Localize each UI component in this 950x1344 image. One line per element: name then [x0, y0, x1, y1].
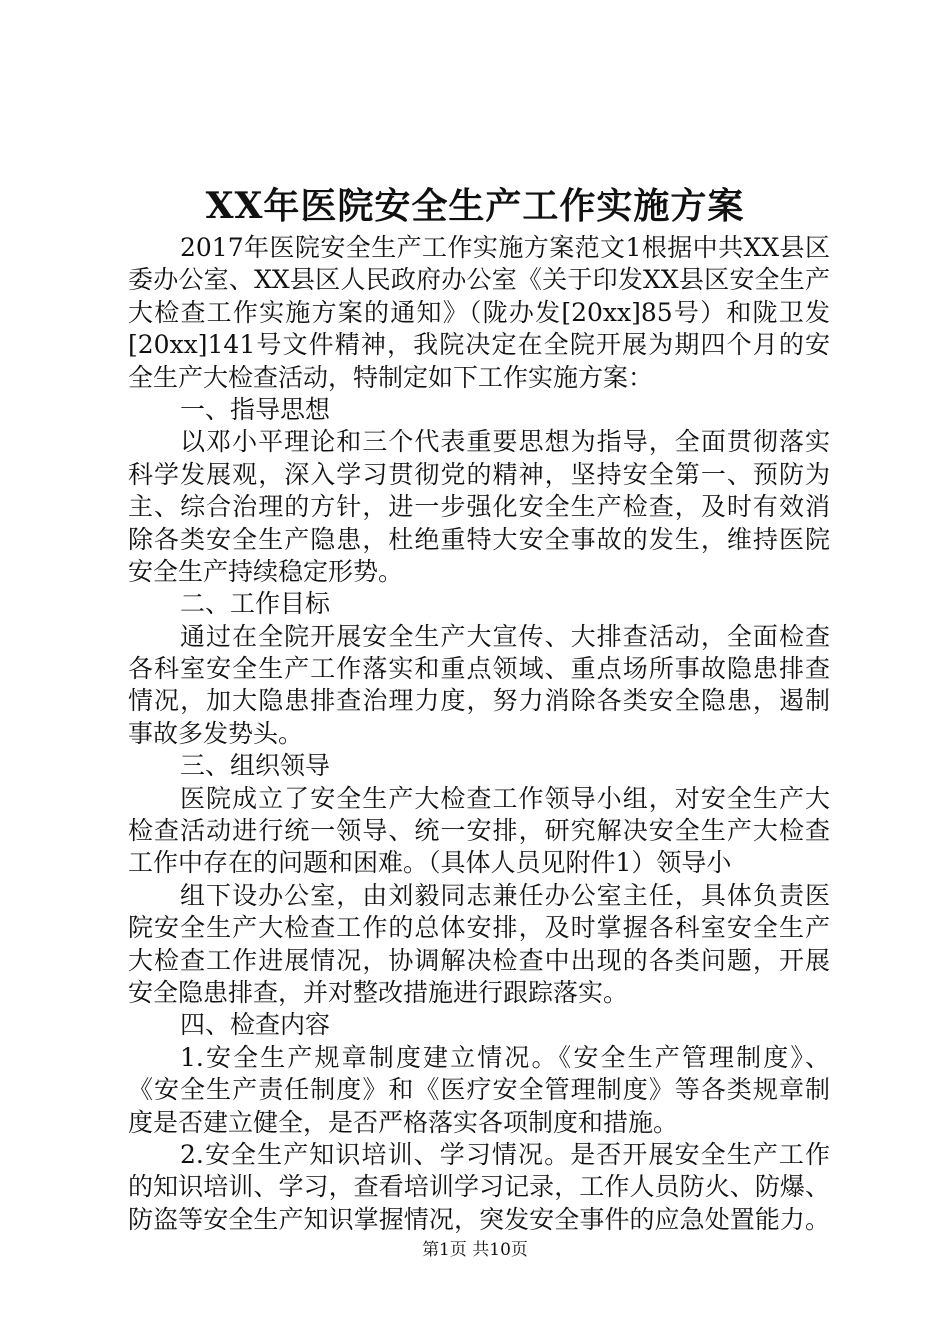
text-line: 检查活动进行统一领导、统一安排，研究解决安全生产大检查 [128, 816, 830, 846]
text-line: 事故多发势头。 [128, 718, 304, 748]
document-body [128, 232, 830, 1236]
document-title: XX年医院安全生产工作实施方案 [205, 185, 745, 227]
text-line: 度是否建立健全，是否严格落实各项制度和措施。 [128, 1107, 679, 1137]
text-line: 情况，加大隐患排查治理力度，努力消除各类安全隐患，遏制 [128, 686, 830, 716]
text-line: 全生产大检查活动，特制定如下工作实施方案： [128, 362, 654, 392]
text-line: [20xx]141号文件精神，我院决定在全院开展为期四个月的安 [128, 330, 830, 360]
text-line: 大检查工作进展情况，协调解决检查中出现的各类问题，开展 [128, 945, 830, 975]
text-line: 主、综合治理的方针，进一步强化安全生产检查，及时有效消 [128, 492, 830, 522]
text-line: 安全生产持续稳定形势。 [128, 556, 404, 586]
text-line: 院安全生产大检查工作的总体安排，及时掌握各科室安全生产 [128, 913, 830, 943]
text-line: 以邓小平理论和三个代表重要思想为指导，全面贯彻落实 [180, 427, 830, 457]
text-line: 的知识培训、学习，查看培训学习记录，工作人员防火、防爆、 [128, 1172, 830, 1202]
text-line: 工作中存在的问题和困难。（具体人员见附件1）领导小 [128, 848, 732, 878]
text-line: 2.安全生产知识培训、学习情况。是否开展安全生产工作 [180, 1139, 830, 1169]
text-line: 1.安全生产规章制度建立情况。《安全生产管理制度》、 [180, 1042, 830, 1072]
text-line: 二、工作目标 [180, 589, 331, 619]
text-line: 防盗等安全生产知识掌握情况，突发安全事件的应急处置能力。 [128, 1204, 830, 1234]
text-line: 各科室安全生产工作落实和重点领域、重点场所事故隐患排查 [128, 654, 830, 684]
text-line: 2017年医院安全生产工作实施方案范文1根据中共XX县区 [180, 233, 830, 262]
text-line: 委办公室、XX县区人民政府办公室《关于印发XX县区安全生产 [128, 265, 830, 295]
text-line: 组下设办公室，由刘毅同志兼任办公室主任，具体负责医 [180, 880, 830, 910]
text-line: 科学发展观，深入学习贯彻党的精神，坚持安全第一、预防为 [128, 459, 830, 489]
text-line: 大检查工作实施方案的通知》（陇办发[20xx]85号）和陇卫发 [128, 297, 830, 327]
text-line: 一、指导思想 [180, 394, 331, 424]
text-line: 三、组织领导 [180, 751, 331, 781]
text-line: 通过在全院开展安全生产大宣传、大排查活动，全面检查 [180, 621, 830, 651]
text-line: 除各类安全生产隐患，杜绝重特大安全事故的发生，维持医院 [128, 524, 830, 554]
text-line: 安全隐患排查，并对整改措施进行跟踪落实。 [128, 977, 629, 1007]
text-line: 《安全生产责任制度》和《医疗安全管理制度》等各类规章制 [128, 1075, 830, 1105]
text-line: 四、检查内容 [180, 1010, 331, 1040]
text-line: 医院成立了安全生产大检查工作领导小组，对安全生产大 [180, 783, 830, 813]
page-footer: 第1页 共10页 [422, 1240, 528, 1260]
